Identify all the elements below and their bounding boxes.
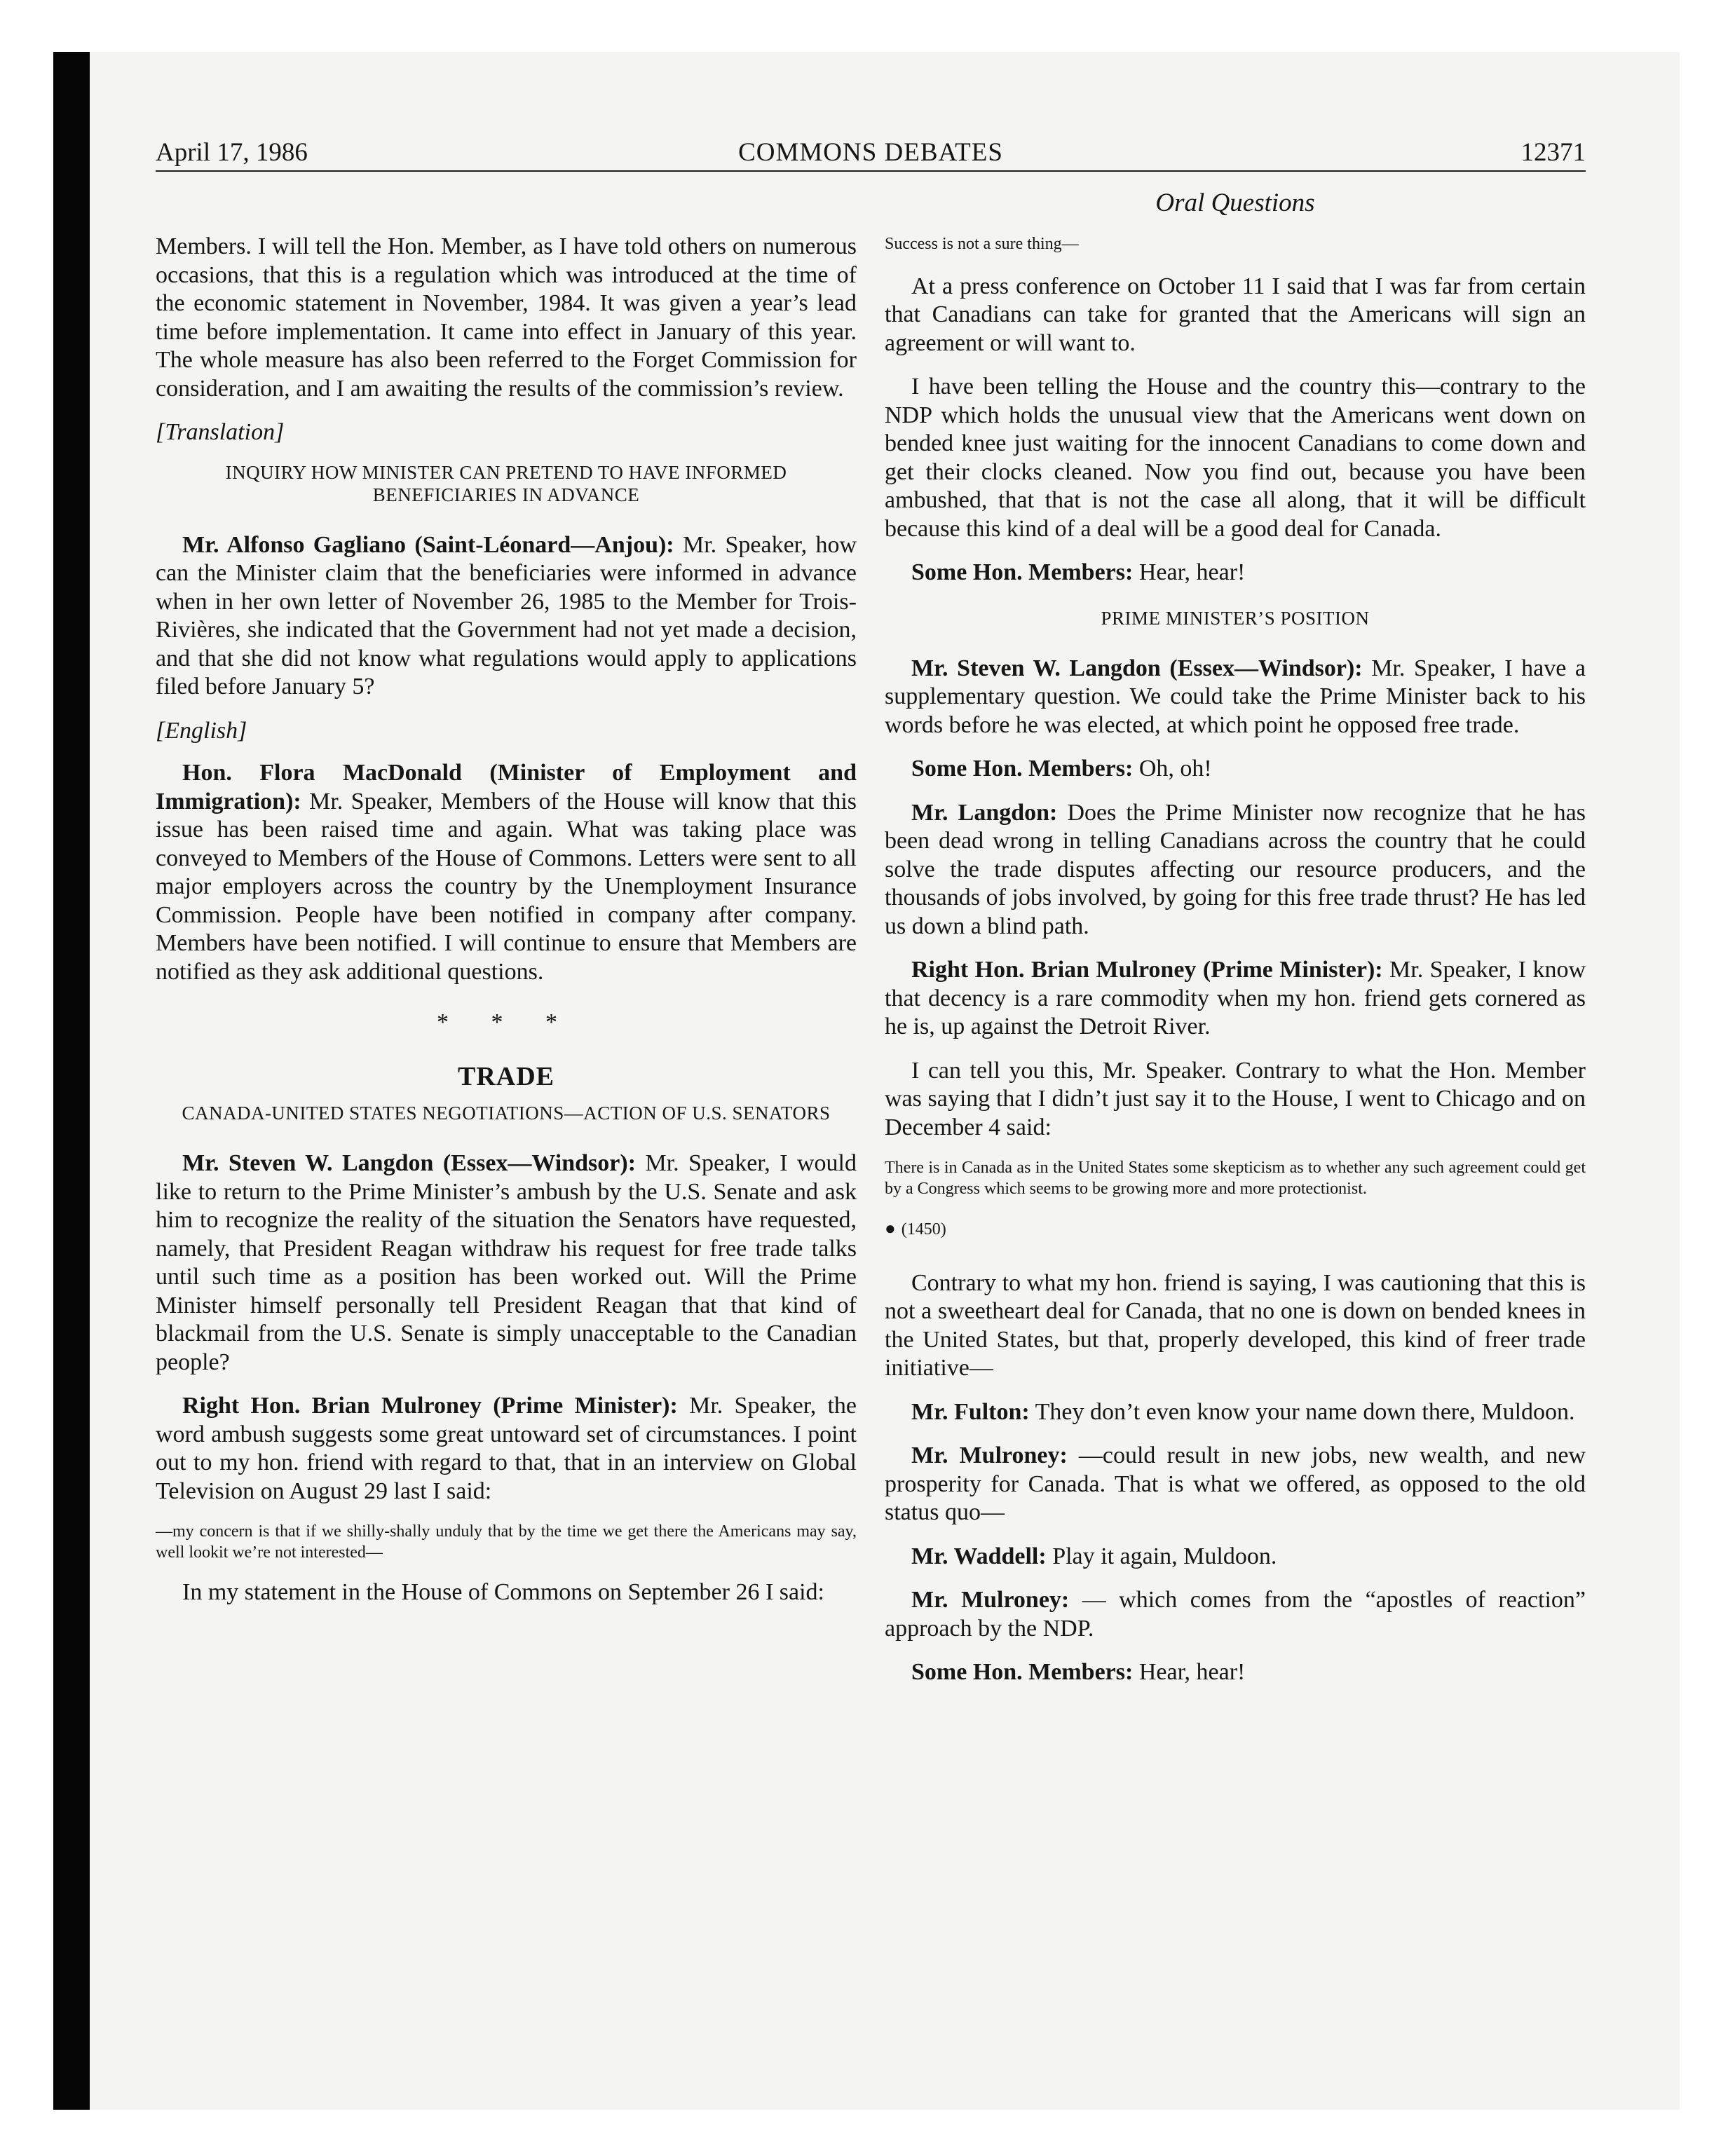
speech-gagliano (156, 531, 857, 702)
speaker-name: Mr. Waddell: (911, 1543, 1047, 1569)
speech-mulroney-1 (156, 1392, 857, 1506)
heading-trade: TRADE (457, 1061, 555, 1091)
header-page-number: 12371 (1520, 138, 1586, 167)
block-quote-success: Success is not a sure thing— (885, 235, 1079, 253)
speech-text: Mr. Speaker, Members of the House will know that this issue has been raised time and again. What was taking place was conveyed to Members of the House of Commons. Letters were sent to all major employers across the country by the Unemployment Insurance Commission. People have been notified in company after company. Members have been notified. I will continue to ensure that Members are notified as they ask additional questions. (156, 788, 857, 985)
speech-text: Mr. Speaker, I would like to return to the Prime Minister’s ambush by the U.S. Senate and ask him to recognize the reality of the situation the Senators have requested, namely, that President Reagan withdraw his request for free trade talks until such time as a position has been worked out. Will the Prime Minister himself personally tell President Reagan that that kind of blackmail from the U.S. Senate is simply unacceptable to the Canadian people? (156, 1150, 857, 1375)
speech-mulroney-3 (885, 1442, 1586, 1527)
speech-mulroney-2 (885, 956, 1586, 1042)
subheading-pm-position: PRIME MINISTER’S POSITION (1101, 607, 1370, 629)
paragraph-statement: In my statement in the House of Commons on September 26 I said: (182, 1579, 824, 1605)
speech-text: — which comes from the “apostles of reaction” approach by the NDP. (885, 1587, 1586, 1642)
speech-text: Does the Prime Minister now recognize that he has been dead wrong in telling Canadians across the country that he could solve the trade disputes affecting our resource producers, and the thousands of jobs involved, by going for this free trade thrust? He has led us down a blind path. (885, 799, 1586, 939)
speech-langdon-3 (885, 799, 1586, 941)
right-column (885, 233, 1586, 1703)
time-marker-text: (1450) (901, 1220, 946, 1239)
speech-text: Mr. Speaker, I know that decency is a rare commodity when my hon. friend gets cornered as he is, up against the Detroit River. (885, 957, 1586, 1039)
speech-text: Hear, hear! (1133, 559, 1246, 585)
header-date: April 17, 1986 (156, 138, 308, 167)
speech-text: They don’t even know your name down there, Muldoon. (1029, 1398, 1575, 1425)
speech-text: Mr. Speaker, I have a supplementary question. We could take the Prime Minister back to his words before he was elected, at which point he opposed free trade. (885, 655, 1586, 738)
block-quote-global-tv: —my concern is that if we shilly-shally unduly that by the time we get there the Americans may say, well lookit we’re not interested— (156, 1522, 857, 1562)
speech-langdon-1 (156, 1149, 857, 1377)
speech-text: Mr. Speaker, the word ambush suggests some great untoward set of circumstances. I point out to my hon. friend with regard to that, that in an interview on Global Television on August 29 last I said: (156, 1393, 857, 1504)
page-header (156, 130, 1586, 172)
paragraph-press-conference: At a press conference on October 11 I said that I was far from certain that Canadians can take for granted that the Americans will sign an agreement or will want to. (885, 273, 1586, 356)
interjection-fulton (885, 1398, 1586, 1427)
interjection-hear-2 (885, 1658, 1586, 1687)
time-marker (885, 1215, 1586, 1244)
section-separator: * * * (437, 1009, 576, 1035)
header-publication: COMMONS DEBATES (738, 138, 1003, 167)
speaker-name: Mr. Steven W. Langdon (Essex—Windsor): (182, 1150, 637, 1176)
speaker-name: Hon. Flora MacDonald (Minister of Employment and Immigration): (156, 760, 857, 814)
interjection-oh (885, 755, 1586, 784)
english-label: [English] (156, 717, 247, 744)
translation-label: [Translation] (156, 419, 285, 445)
speaker-name: Some Hon. Members: (911, 756, 1134, 782)
speech-text: Hear, hear! (1133, 1659, 1246, 1685)
speaker-name: Right Hon. Brian Mulroney (Prime Minister): (911, 957, 1383, 983)
speech-text: Mr. Speaker, how can the Minister claim that the beneficiaries were informed in advance when in her own letter of November 26, 1985 to the Member for Trois-Rivières, she indicated that the Government had not yet made a decision, and that she did not know what regulations would apply to applications filed before January 5? (156, 531, 857, 700)
paragraph-chicago: I can tell you this, Mr. Speaker. Contrary to what the Hon. Member was saying that I didn’t just say it to the House, I went to Chicago and on December 4 said: (885, 1057, 1586, 1140)
speaker-name: Mr. Steven W. Langdon (Essex—Windsor): (911, 655, 1363, 681)
speaker-name: Right Hon. Brian Mulroney (Prime Minister): (182, 1393, 678, 1419)
interjection-hear-1 (885, 559, 1586, 587)
left-column (156, 233, 857, 1623)
speech-text: Oh, oh! (1133, 756, 1212, 782)
speech-text: —could result in new jobs, new wealth, and new prosperity for Canada. That is what we offered, as opposed to the old status quo— (885, 1442, 1586, 1525)
interjection-waddell (885, 1543, 1586, 1571)
running-section-title: Oral Questions (1155, 189, 1315, 217)
subheading-inquiry: INQUIRY HOW MINISTER CAN PRETEND TO HAVE INFORMED BENEFICIARIES IN ADVANCE (225, 461, 787, 505)
speaker-name: Some Hon. Members: (911, 1659, 1134, 1685)
header-rule (156, 170, 1586, 172)
paragraph-intro: Members. I will tell the Hon. Member, as I have told others on numerous occasions, that this is a regulation which was introduced at the time of the economic statement in November, 1984. It was given a year’s lead time before implementation. It came into effect in January of this year. The whole measure has also been referred to the Forget Commission for consideration, and I am awaiting the results of the commission’s review. (156, 233, 857, 402)
speaker-name: Mr. Alfonso Gagliano (Saint-Léonard—Anjou): (182, 531, 674, 558)
speaker-name: Mr. Langdon: (911, 799, 1058, 826)
scan-border (53, 52, 90, 2110)
speech-macdonald (156, 759, 857, 986)
speaker-name: Mr. Mulroney: (911, 1442, 1068, 1468)
speaker-name: Some Hon. Members: (911, 559, 1134, 585)
speaker-name: Mr. Fulton: (911, 1398, 1030, 1425)
bullet-icon: ● (885, 1218, 896, 1239)
paragraph-telling: I have been telling the House and the country this—contrary to the NDP which holds the unusual view that the Americans went down on bended knee just waiting for the innocent Canadians to come down and get their clocks cleaned. Now you find out, because you have been ambushed, that that is not the case all along, that it will be difficult because this kind of a deal will be a good deal for Canada. (885, 374, 1586, 542)
subheading-negotiations: CANADA-UNITED STATES NEGOTIATIONS—ACTION OF U.S. SENATORS (182, 1103, 831, 1124)
paragraph-contrary: Contrary to what my hon. friend is saying, I was cautioning that this is not a sweetheart deal for Canada, that no one is down on bended knees in the United States, but that, properly developed, this kind of freer trade initiative— (885, 1269, 1586, 1381)
speech-text: Play it again, Muldoon. (1046, 1543, 1277, 1569)
block-quote-chicago: There is in Canada as in the United States some skepticism as to whether any such agreement could get by a Congress which seems to be growing more and more protectionist. (885, 1159, 1586, 1198)
speaker-name: Mr. Mulroney: (911, 1587, 1070, 1613)
speech-langdon-2 (885, 655, 1586, 740)
speech-mulroney-4 (885, 1586, 1586, 1643)
